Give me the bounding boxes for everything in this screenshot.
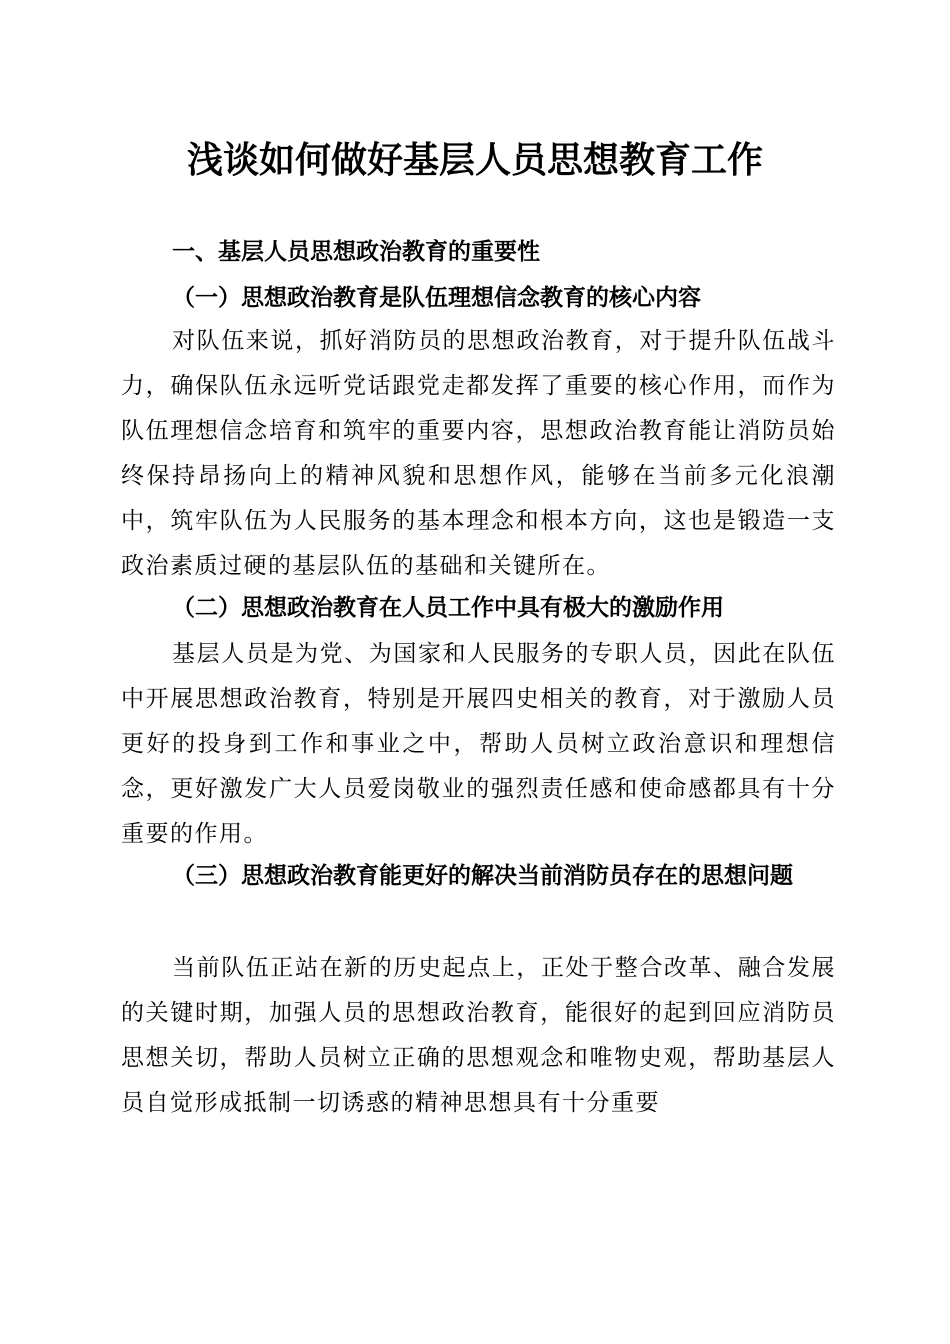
document-title: 浅谈如何做好基层人员思想教育工作	[186, 139, 763, 181]
subsection-heading-2: （二）思想政治教育在人员工作中具有极大的激励作用	[172, 594, 724, 621]
subsection-heading-1: （一）思想政治教育是队伍理想信念教育的核心内容	[172, 284, 701, 311]
section-heading-1: 一、基层人员思想政治教育的重要性	[172, 239, 540, 265]
paragraph-1: 对队伍来说，抓好消防员的思想政治教育，对于提升队伍战斗力，确保队伍永远听党话跟党走都发挥了重要的核心作用，而作为队伍理想信念培育和筑牢的重要内容，思想政治教育能让消防员始终保持昂扬向上的精神风貌和思想作风，能够在当前多元化浪潮中，筑牢队伍为人民服务的基本理念和根本方向，这也是锻造一支政治素质过硬的基层队伍的基础和关键所在。	[121, 328, 836, 579]
subsection-heading-3: （三）思想政治教育能更好的解决当前消防员存在的思想问题	[172, 862, 793, 889]
paragraph-3: 当前队伍正站在新的历史起点上，正处于整合改革、融合发展的关键时期，加强人员的思想政治教育，能很好的起到回应消防员思想关切，帮助人员树立正确的思想观念和唯物史观，帮助基层人员自觉形成抵制一切诱惑的精神思想具有十分重要	[121, 955, 836, 1116]
paragraph-2: 基层人员是为党、为国家和人民服务的专职人员，因此在队伍中开展思想政治教育，特别是开展四史相关的教育，对于激励人员更好的投身到工作和事业之中，帮助人员树立政治意识和理想信念，更好激发广大人员爱岗敬业的强烈责任感和使命感都具有十分重要的作用。	[121, 641, 836, 847]
